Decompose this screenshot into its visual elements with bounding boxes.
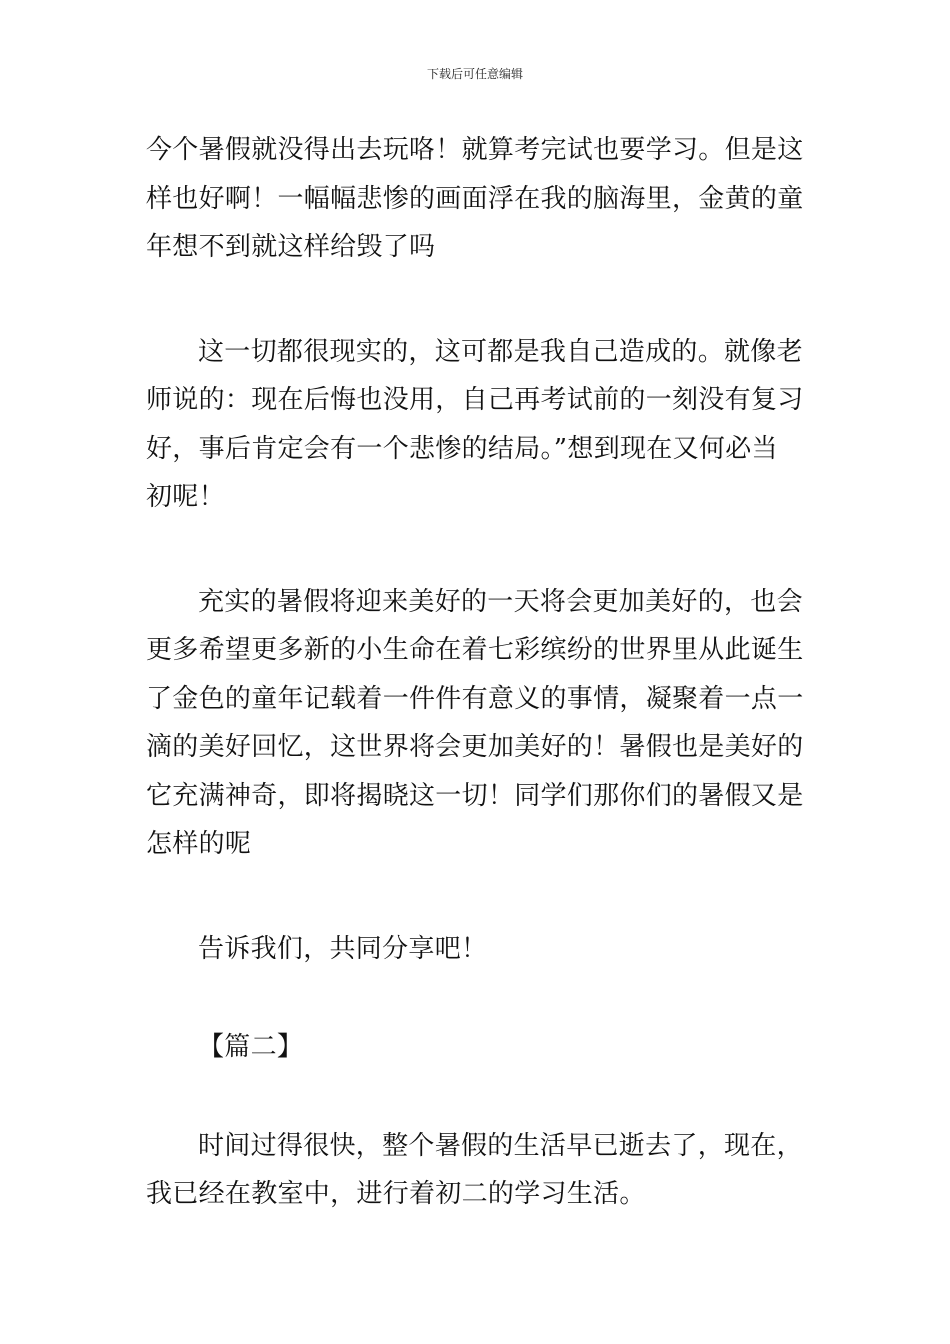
- paragraph-spacer: [146, 272, 808, 328]
- paragraph-5: [146, 1122, 808, 1219]
- paragraph-line: 这一切都很现实的，这可都是我自己造成的。就像老: [198, 336, 803, 367]
- paragraph-spacer: [146, 869, 808, 925]
- paragraph-line: 时间过得很快，整个暑假的生活早已逝去了，现在，: [198, 1130, 803, 1161]
- paragraph-4: [146, 925, 808, 974]
- paragraph-line: 怎样的呢: [146, 829, 252, 859]
- paragraph-line: 告诉我们，共同分享吧！: [198, 933, 488, 964]
- paragraph-line: 我已经在教室中，进行着初二的学习生活。: [146, 1179, 646, 1209]
- paragraph-spacer: [146, 522, 808, 578]
- paragraph-line: 充实的暑假将迎来美好的一天将会更加美好的，也会: [198, 586, 803, 617]
- paragraph-line: 今个暑假就没得出去玩咯！就算考完试也要学习。但是这: [146, 135, 804, 165]
- document-body: [146, 126, 808, 1219]
- paragraph-line: 了金色的童年记载着一件件有意义的事情，凝聚着一点一: [146, 683, 804, 714]
- paragraph-spacer: [146, 973, 808, 1023]
- section-heading: [146, 1023, 808, 1072]
- paragraph-line: 师说的：现在后悔也没用，自己再考试前的一刻没有复习: [146, 385, 804, 415]
- page-header-note: 下载后可任意编辑: [426, 67, 523, 81]
- paragraph-line: 更多希望更多新的小生命在着七彩缤纷的世界里从此诞生: [146, 635, 804, 665]
- section-heading-text: 【篇二】: [198, 1032, 304, 1062]
- paragraph-2: [146, 328, 808, 522]
- paragraph-line: 它充满神奇，即将揭晓这一切！同学们那你们的暑假又是: [146, 780, 804, 811]
- paragraph-line: 初呢！: [146, 482, 225, 512]
- paragraph-1: [146, 126, 808, 272]
- paragraph-line: 滴的美好回忆，这世界将会更加美好的！暑假也是美好的: [146, 732, 804, 762]
- paragraph-line: 样也好啊！一幅幅悲惨的画面浮在我的脑海里，金黄的童: [146, 183, 804, 214]
- paragraph-3: [146, 578, 808, 869]
- paragraph-line: 年想不到就这样给毁了吗: [146, 232, 436, 262]
- paragraph-spacer: [146, 1072, 808, 1122]
- paragraph-line: 好，事后肯定会有一个悲惨的结局。”想到现在又何必当: [146, 433, 778, 464]
